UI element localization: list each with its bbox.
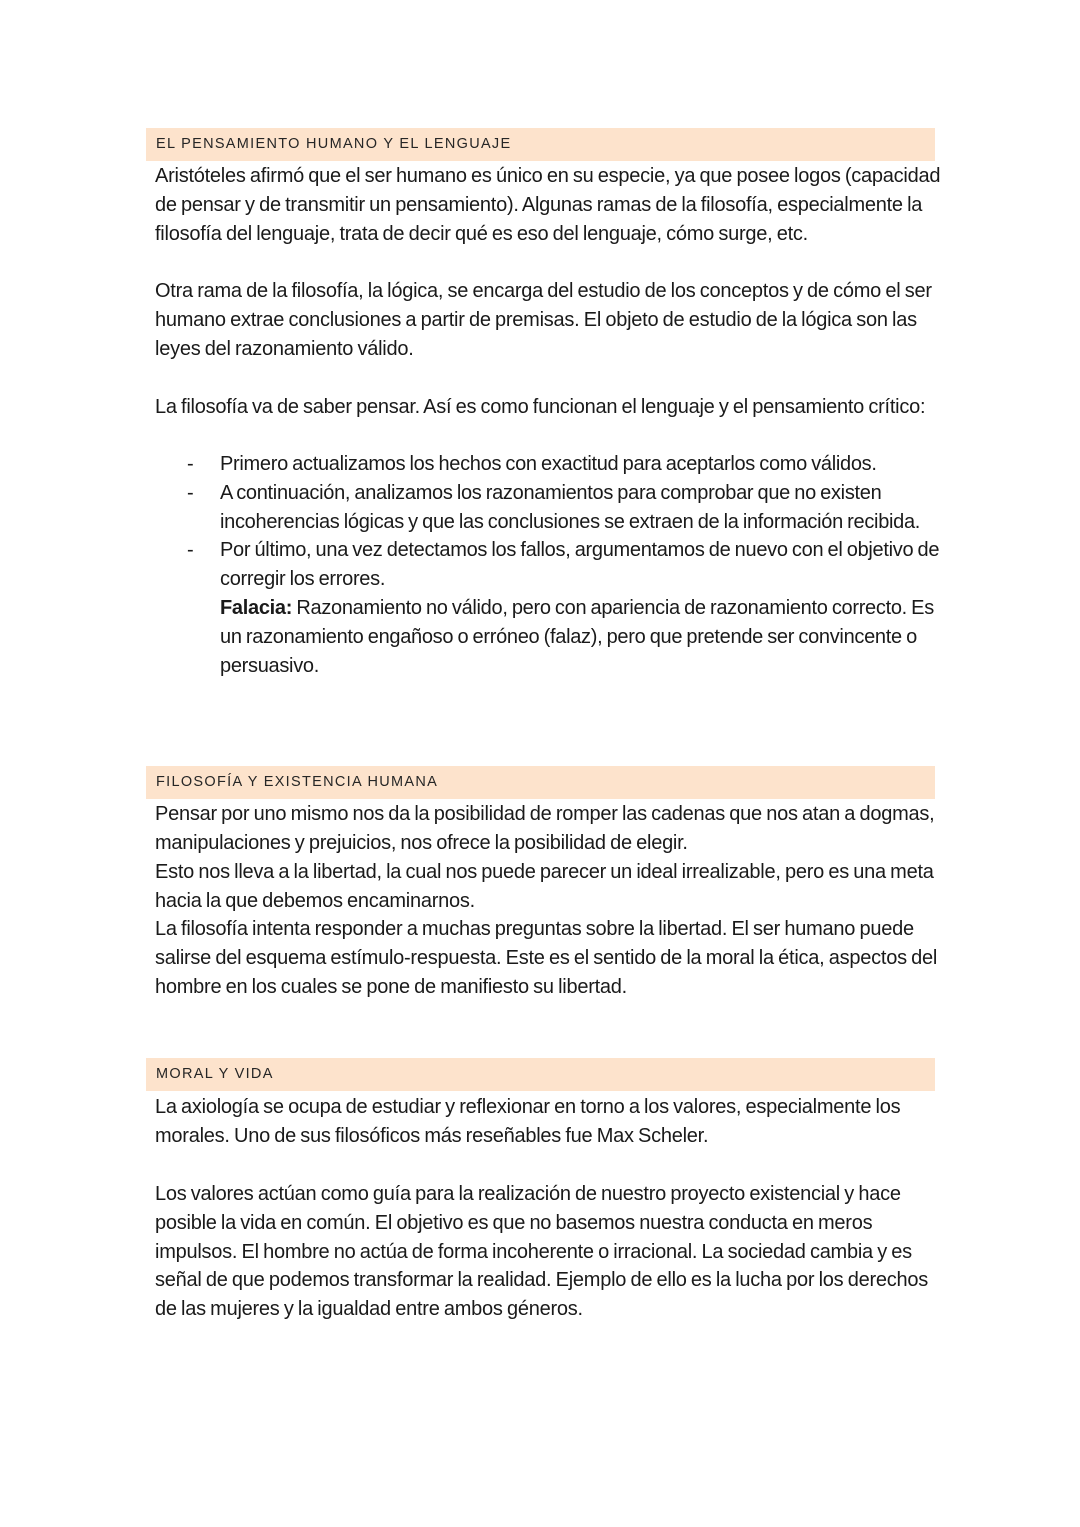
paragraph-logica: Otra rama de la filosofía, la lógica, se encarga del estudio de los conceptos y de cómo el ser humano extrae conclusiones a partir de premisas. El objeto de estudio de la lógica son las leyes del razonamiento válido. [155,280,932,360]
dash-bullet-icon: - [187,481,194,504]
paragraph-axiologia: La axiología se ocupa de estudiar y reflexionar en torno a los valores, especialmente los morales. Uno de sus filosóficos más reseñables fue Max Scheler. [155,1096,901,1147]
paragraph-preguntas-libertad: La filosofía intenta responder a muchas preguntas sobre la libertad. El ser humano puede salirse del esquema estímulo-respuesta. Este es el sentido de la moral la ética, aspectos del hombre en los cuales se pone de manifiesto su libertad. [155,918,938,998]
paragraph-saber-pensar: La filosofía va de saber pensar. Así es como funcionan el lenguaje y el pensamiento crítico: [155,396,926,418]
section-header-existencia-humana: FILOSOFÍA Y EXISTENCIA HUMANA [146,766,935,799]
list-item-text: A continuación, analizamos los razonamientos para comprobar que no existen incoherencias lógicas y que las conclusiones se extraen de la información recibida. [220,481,921,533]
list-item [155,450,945,479]
critical-thinking-steps-list [155,450,945,680]
list-item-text: Por último, una vez detectamos los fallos, argumentamos de nuevo con el objetivo de corregir los errores. [220,539,940,591]
falacia-definition [155,594,945,680]
paragraph-pensar-por-uno-mismo: Pensar por uno mismo nos da la posibilidad de romper las cadenas que nos atan a dogmas, manipulaciones y prejuicios, nos ofrece la posibilidad de elegir. [155,803,935,854]
dash-bullet-icon: - [187,453,194,475]
falacia-term: Falacia: [220,596,293,619]
list-item-text: Primero actualizamos los hechos con exactitud para aceptarlos como válidos. [220,453,877,475]
list-item [155,536,945,594]
paragraph-valores: Los valores actúan como guía para la realización de nuestro proyecto existencial y hace posible la vida en común. El objetivo es que no basemos nuestra conducta en meros impulsos. El hombre no actúa de forma incoherente o irracional. La sociedad cambia y es señal de que podemos transformar la realidad. Ejemplo de ello es la lucha por los derechos de las mujeres y la igualdad entre ambos géneros. [155,1183,928,1321]
dash-bullet-icon: - [187,539,194,562]
section-header-pensamiento-lenguaje: EL PENSAMIENTO HUMANO Y EL LENGUAJE [146,128,935,161]
section-header-moral-vida: MORAL Y VIDA [146,1058,935,1091]
paragraph-libertad: Esto nos lleva a la libertad, la cual nos puede parecer un ideal irrealizable, pero es una meta hacia la que debemos encaminarnos. [155,861,934,912]
paragraph-aristoteles: Aristóteles afirmó que el ser humano es único en su especie, ya que posee logos (capacidad de pensar y de transmitir un pensamiento). Algunas ramas de la filosofía, especialmente la filosofía del lenguaje, trata de decir qué es eso del lenguaje, cómo surge, etc. [155,165,941,245]
list-item [155,479,945,537]
falacia-text: Razonamiento no válido, pero con apariencia de razonamiento correcto. Es un razonamiento engañoso o erróneo (falaz), pero que pretende ser convincente o persuasivo. [220,596,934,677]
